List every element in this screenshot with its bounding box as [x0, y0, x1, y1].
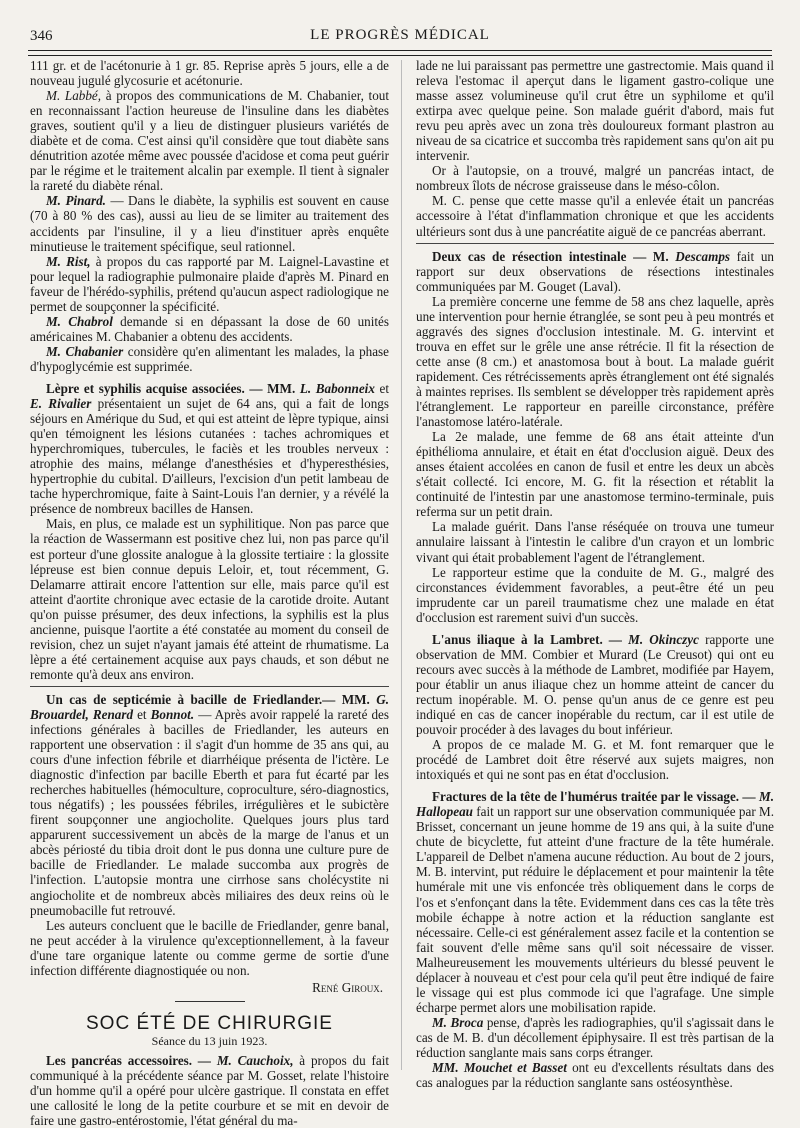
- paragraph: La 2e malade, une femme de 68 ans était atteinte d'un épithélioma annulaire, et était en état d'occlusion aiguë. Deux des anses étaient accolées en canon de fusil et entre les deux un abcès s'était collecté. Ici encore, M. G. fit la résection et rétablit la continuité de l'intestin par une anastomose termino-terminale, puis referma sur un petit drain.: [416, 429, 774, 520]
- article-title: Lèpre et syphilis acquise associées. — MM.: [46, 380, 300, 396]
- paragraph: M. C. pense que cette masse qu'il a enlevée était un pancréas accessoire à l'état d'inflammation chronique et que les accidents ultérieurs sont dus à une pancréatite aiguë de ce pancréas aberrant.: [416, 193, 774, 239]
- section-date: Séance du 13 juin 1923.: [151, 1033, 268, 1048]
- article-title: L'anus iliaque à la Lambret.: [432, 631, 603, 647]
- paragraph: Mais, en plus, ce malade est un syphilitique. Non pas parce que la réaction de Wassermann est positive chez lui, non pas parce qu'il est porteur d'une glossite analogue à la glossite tertiaire : la glossite lépreuse est bien connue depuis Leloir, et, tout récemment, G. Delamarre attirait encore l'attention sur elle, mais parce qu'il est atteint d'aortite chronique avec ectasie de la carotide droite. Autant qu'on puisse présumer, des deux infections, la syphilis est la plus ancienne, puisque l'aortite a été constatée au moment du conseil de revision, chez un sujet n'ayant jamais été atteint de rhumatisme. La lèpre a été certainement acquise aux pays chauds, et son début ne remonte qu'à deux ans environ.: [30, 516, 389, 682]
- article-title: Deux cas de résection intestinale — M.: [432, 248, 676, 264]
- article-septicemie: Un cas de septicémie à bacille de Friedlander.— MM. G. Brouardel, Renard et Bonnot. — Après avoir rappelé la rareté des infections générales à bacilles de Friedlander, les auteurs en rapportent une observation : il s'agit d'un homme de 35 ans qui, au cours d'une infection fébrile et diarrhéique présenta de l'ictère. Le diagnostic d'infection par bacille Eberth et para fut écarté par les recherches habituelles (hémoculture, coproculture, séro-diagnostics, tous négatifs) ; les poussées fébriles, irrégulières et le subictère firent soupçonner une angiocholite. Quelques jours plus tard apparurent successivement un abcès de la marge de l'anus et un abcès périosté du tibia droit dont le pus donna une culture pure de bacille de Friedlander. Le malade succomba aux progrès de l'infection. L'autopsie montra une cirrhose sans cholécystite ni angiocholite et de nombreux abcès miliaires des deux reins où le pneumobacille fut retrouvé.: [30, 691, 389, 918]
- paragraph: MM. Mouchet et Basset ont eu d'excellents résultats dans des cas analogues par la réduction sanglante sans ostéosynthèse.: [416, 1060, 774, 1091]
- paragraph: M. Chabanier considère qu'en alimentant les malades, la phase d'hypoglycémie est supprimée.: [30, 343, 389, 374]
- section-separator: [30, 686, 389, 687]
- journal-title: LE PROGRÈS MÉDICAL: [310, 27, 490, 43]
- paragraph: 111 gr. et de l'acétonurie à 1 gr. 85. Reprise après 5 jours, elle a de nouveau jugulé glycosurie et acétonurie.: [30, 58, 389, 89]
- paragraph: Le rapporteur estime que la conduite de M. G., malgré des circonstances évidemment favorables, a peut-être été un peu imprudente car un pareil traumatisme chez une malade en état d'occlusion est rarement suivi d'un succès.: [416, 564, 774, 625]
- left-column: [30, 58, 389, 1128]
- signature: René Giroux.: [312, 979, 383, 995]
- article-title: Un cas de septicémie à bacille de Friedlander.— MM.: [46, 691, 377, 707]
- speaker-name: MM. Mouchet et Basset: [432, 1060, 567, 1076]
- speaker-name: M. Pinard.: [46, 193, 106, 209]
- article-title: Fractures de la tête de l'humérus traitée par le vissage.: [432, 789, 740, 805]
- article-fractures: Fractures de la tête de l'humérus traitée par le vissage. — M. Hallopeau fait un rapport sur une observation communiquée par M. Brisset, concernant un jeune homme de 19 ans qui, à la suite d'une chute de bicyclette, fut atteint d'une fracture de la tête humérale. L'appareil de Delbet n'amena aucune réduction. Au bout de 2 jours, M. B. intervint, put réduire le déplacement et pour maintenir la tête humérale mit une vis enfoncée très obliquement dans le corps de l'os et s'enfonçant dans la tête. Evidemment dans ces cas la tête très mobile échappe à notre action et la réduction sanglante est nécessaire. Celle-ci est généralement assez facile et la contention se fait souvent d'elle même sans qu'il soit nécessaire de visser. Malheureusement les mouvements ultérieurs du blessé peuvent le déplacer à nouveau et c'est pour cela qu'il peut être indiqué de faire le vissage qui est plus commode ici que l'agrafage. Une simple écharpe permet alors une mobilisation rapide.: [416, 789, 775, 1015]
- header-rule: [28, 50, 772, 56]
- speaker-name: M. Labbé,: [46, 88, 102, 104]
- paragraph: M. Labbé, à propos des communications de M. Chabanier, tout en reconnaissant l'action heureuse de l'insuline dans les diabètes graves, soutient qu'il y a lieu de distinguer plusieurs variétés de diabète et de coma. C'est ainsi qu'il considère que tout diabète sans dénutrition azotée même avec poussée d'acidose et coma peut guérir par le régime et le traitement alcalin par exemple. Il tient à signaler la rareté du diabète rénal.: [30, 88, 389, 194]
- paragraph: lade ne lui paraissant pas permettre une gastrectomie. Mais quand il releva l'estomac il aperçut dans le ligament gastro-colique une masse assez volumineuse qu'il crut être un syphilome et qu'il extirpa avec quelque peine. Son malade guérit d'abord, mais fut revu peu après avec un zona très douloureux formant plastron au niveau de sa cicatrice et succomba très rapidement sans qu'on ait pu intervenir.: [416, 58, 774, 164]
- paragraph: M. Broca pense, d'après les radiographies, qu'il s'agissait dans le cas de M. B. d'un décollement épiphysaire. Il est très partisan de la réduction sanglante mais sans corps étranger.: [416, 1014, 775, 1060]
- paragraph: M. Rist, à propos du cas rapporté par M. Laignel-Lavastine et pour lequel la radiographie pulmonaire plaide d'après M. Pinard en faveur de l'hérédo-syphilis, prétend qu'aucun aspect radiologique ne permet de soupçonner la spécificité.: [30, 253, 389, 314]
- speaker-name: M. Chabanier: [46, 343, 124, 359]
- paragraph: M. Chabrol demande si en dépassant la dose de 60 unités américaines M. Chabanier a obtenu des accidents.: [30, 313, 389, 344]
- page-number: 346: [30, 28, 53, 44]
- article-pancreas: Les pancréas accessoires. — M. Cauchoix, à propos du fait communiqué à la précédente séance par M. Gosset, relate l'histoire d'un homme qu'il a opéré pour ulcère gastrique. Il constata en effet une callosité le long de la petite courbure et se mit en devoir de faire une gastro-entérostomie, l'état général du ma-: [30, 1052, 389, 1128]
- article-resection: Deux cas de résection intestinale — M. Descamps fait un rapport sur deux observations de résections intestinales communiquées par M. Gouget (Laval).: [416, 248, 774, 294]
- section-heading: SOC ÉTÉ DE CHIRURGIE: [86, 1012, 333, 1034]
- page-header: [28, 24, 772, 46]
- section-separator: [416, 243, 774, 244]
- article-anus: L'anus iliaque à la Lambret. — M. Okinczyc rapporte une observation de MM. Combier et Murard (Le Creusot) qui ont eu recours avec succès à la méthode de Lambret, modifiée par Hayem, pour établir un anus iliaque chez un homme atteint de cancer du rectum inopérable. M. O. pense qu'un anus de ce genre est peu indiqué en cas de cancer inopérable du rectum, car il est utile de pouvoir procéder à des lavages du bout inférieur.: [416, 631, 774, 738]
- paragraph: Or à l'autopsie, on a trouvé, malgré un pancréas intact, de nombreux îlots de nécrose graisseuse dans le méso-côlon.: [416, 163, 774, 194]
- paragraph: La première concerne une femme de 58 ans chez laquelle, après une intervention pour hernie étranglée, se sont peu à peu montrés et aggravés des signes d'occlusion intestinale. M. G. intervint et trouva en effet sur le grêle une anse rétrécie. Il fit la résection de cette anse (8 cm.) et anastomosa bout à bout. La malade guérit rapidement. Ces rétrécissements après étranglement ont été signalés à maintes reprises. Ils semblent se développer très rapidement après l'étranglement. Le rapporteur en pareille circonstance, préfère l'anastomose latéro-latérale.: [416, 293, 774, 430]
- article-title: Les pancréas accessoires.: [46, 1052, 193, 1068]
- paragraph: Les auteurs concluent que le bacille de Friedlander, genre banal, ne peut accéder à la virulence qu'exceptionnellement, à la faveur d'une tare organique latente ou comme germe de sortie d'une infection différente diagnostiquée ou non.: [30, 917, 389, 978]
- paragraph: La malade guérit. Dans l'anse réséquée on trouva une tumeur annulaire laissant à l'intestin le calibre d'un crayon et un lombric vivant qui était probablement l'agent de l'étranglement.: [416, 519, 774, 565]
- article-lepre: Lèpre et syphilis acquise associées. — MM. L. Babonneix et E. Rivalier présentaient un sujet de 64 ans, qui a fait de longs séjours en Amérique du Sud, et qui est atteint de lèpre typique, ainsi qu'en témoignent les lésions cutanées : taches achromiques et hyperchromiques, tubercules, le faciès et les troubles nerveux : atrophie des mains, mélange d'anesthésies et d'hyperesthésies, hypertrophie du cubital. D'ailleurs, l'excision d'un petit lambeau de tache hyperchromique, faite à Saint-Louis l'an dernier, y a révélé la présence de nombreux bacilles de Hansen.: [30, 380, 389, 517]
- speaker-name: M. Chabrol: [46, 313, 113, 329]
- speaker-name: M. Broca: [432, 1014, 484, 1030]
- paragraph: M. Pinard. — Dans le diabète, la syphilis est souvent en cause (70 à 80 % des cas), aussi au lieu de se limiter au traitement des accidents par l'insuline, il y a lieu d'instituer après enquête minutieuse le traitement spécifique, seul rationnel.: [30, 193, 389, 254]
- short-rule: [175, 1001, 245, 1002]
- speaker-name: M. Rist,: [46, 253, 91, 269]
- paragraph: A propos de ce malade M. G. et M. font remarquer que le procédé de Lambret doit être réservé aux sujets maigres, non intoxiqués et qui ne sont pas en état d'occlusion.: [416, 737, 774, 783]
- column-divider: [401, 60, 402, 1070]
- right-column: [416, 58, 775, 1091]
